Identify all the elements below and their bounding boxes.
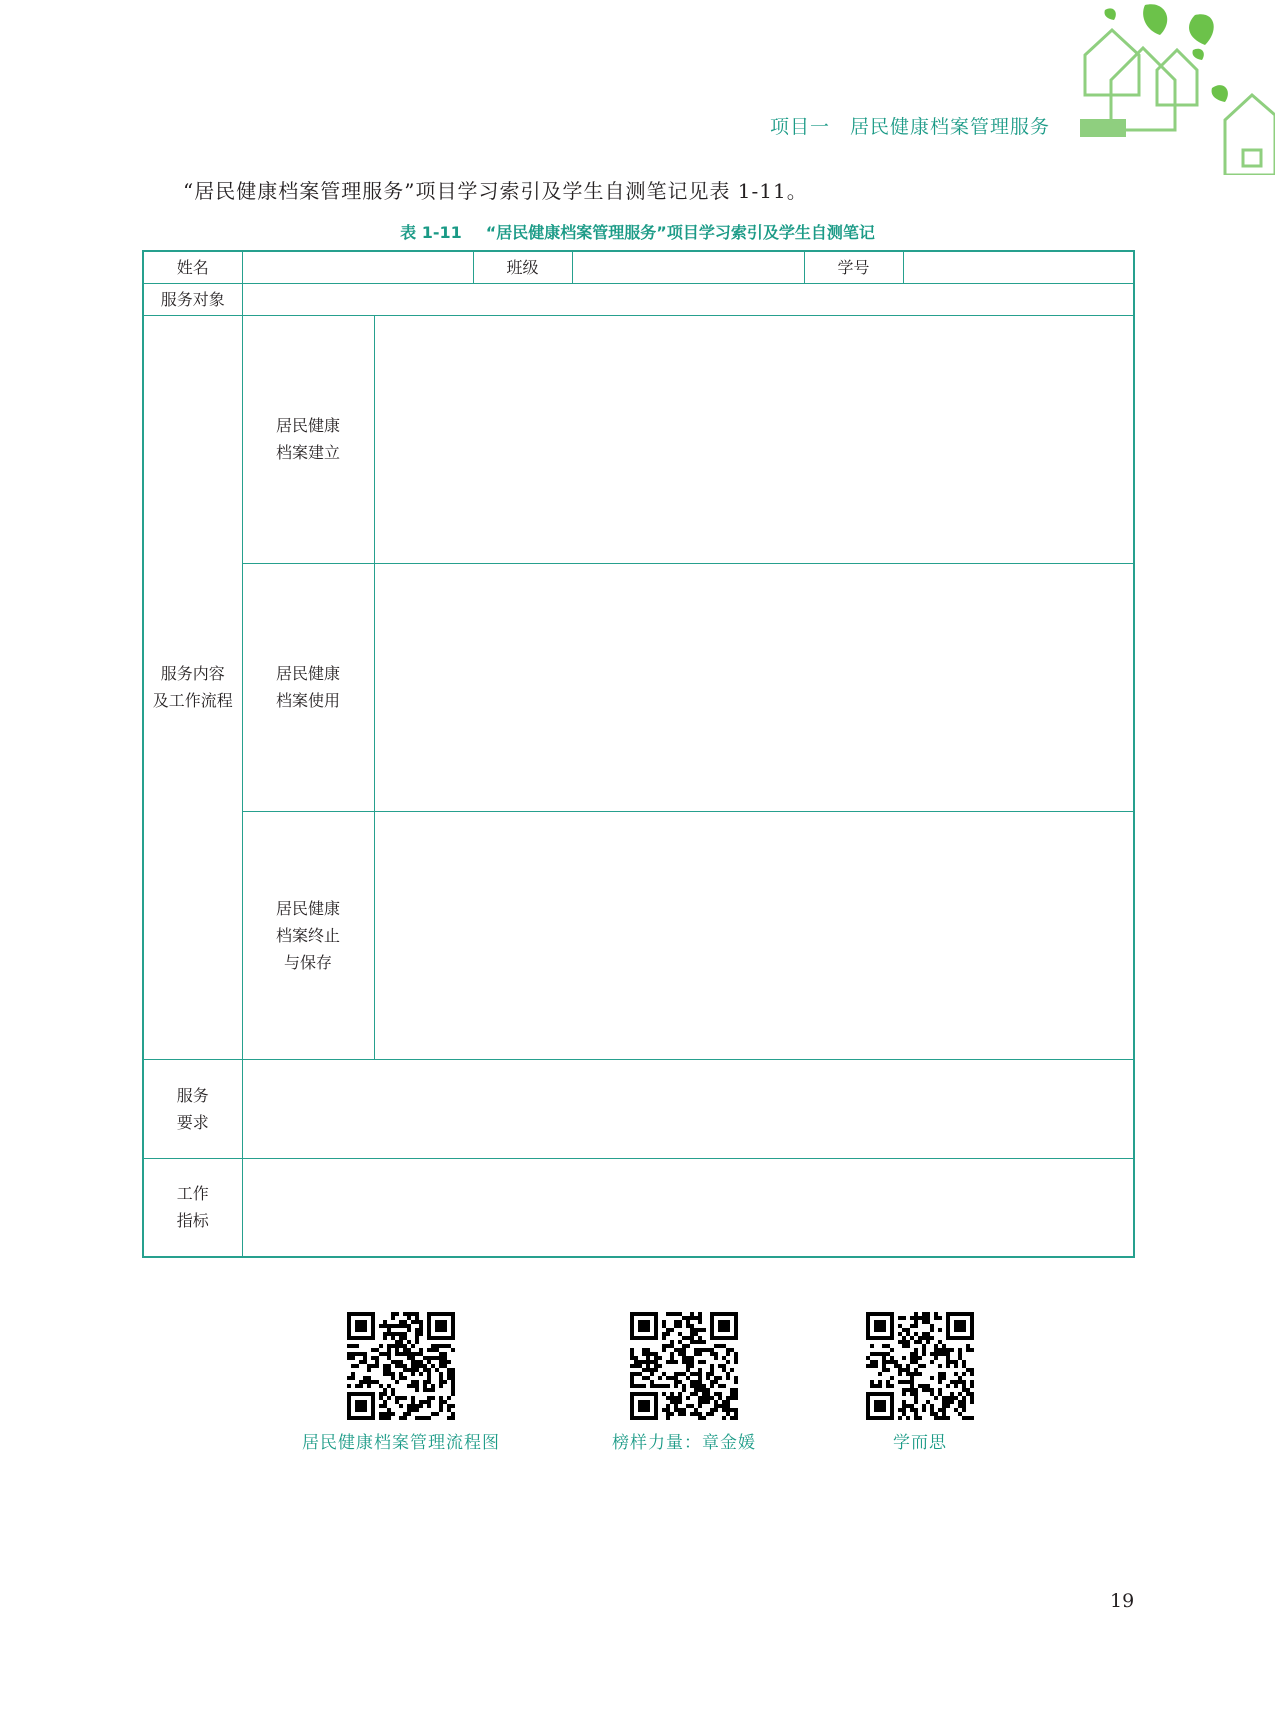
qr-code-icon[interactable] [630,1312,738,1420]
page-number: 19 [1110,1590,1135,1612]
label-line: 要求 [176,1112,209,1132]
class-field[interactable] [572,251,804,283]
label-line: 居民健康 [275,664,340,683]
qr-block-flowchart[interactable] [296,1312,506,1453]
student-id-field[interactable] [903,251,1134,283]
work-indicators-label [143,1158,242,1257]
intro-paragraph: “居民健康档案管理服务”项目学习索引及学生自测笔记见表 1-11。 [183,179,808,203]
house-leaf-decoration-icon [1065,0,1275,175]
qr-block-role-model[interactable] [579,1312,789,1453]
table-row [143,283,1134,315]
service-target-field[interactable] [242,283,1134,315]
study-notes-table [142,250,1135,1258]
label-line: 居民健康 [275,416,340,435]
label-line: 工作 [176,1184,209,1204]
table-row [143,315,1134,563]
table-row [143,1158,1134,1257]
chapter-marker-bar [1080,119,1126,137]
project-number: 项目一 [770,116,831,138]
service-requirements-field[interactable] [242,1059,1134,1158]
step-notes-establish[interactable] [374,315,1134,563]
label-line: 与保存 [283,952,332,972]
qr-code-icon[interactable] [347,1312,455,1420]
qr-label: 居民健康档案管理流程图 [302,1433,500,1453]
label-line: 档案建立 [275,443,340,462]
work-indicators-field[interactable] [242,1158,1134,1257]
step-notes-terminate[interactable] [374,811,1134,1059]
table-title: “居民健康档案管理服务”项目学习索引及学生自测笔记 [485,223,875,242]
qr-block-reflection[interactable] [815,1312,1025,1453]
step-label-terminate [242,811,374,1059]
label-line: 服务内容 [160,664,225,683]
chapter-header [770,112,1050,139]
name-field[interactable] [242,251,473,283]
label-line: 及工作流程 [152,691,233,710]
label-line: 服务 [176,1085,209,1105]
qr-label: 榜样力量：章金媛 [612,1433,756,1453]
qr-label: 学而思 [893,1433,947,1453]
label-line: 档案使用 [275,691,340,710]
student-id-label: 学号 [804,251,903,283]
step-notes-use[interactable] [374,563,1134,811]
project-title: 居民健康档案管理服务 [850,116,1051,138]
step-label-use [242,563,374,811]
table-row [143,1059,1134,1158]
table-caption [0,220,1275,243]
step-label-establish [242,315,374,563]
name-label: 姓名 [143,251,242,283]
table-number: 表 1-11 [400,223,462,242]
label-line: 指标 [176,1211,209,1231]
table-row [143,563,1134,811]
qr-code-icon[interactable] [866,1312,974,1420]
service-content-label [143,315,242,1059]
class-label: 班级 [473,251,572,283]
table-row [143,811,1134,1059]
label-line: 居民健康 [275,898,340,918]
table-row [143,251,1134,283]
label-line: 档案终止 [275,925,340,945]
service-requirements-label [143,1059,242,1158]
service-target-label: 服务对象 [143,283,242,315]
